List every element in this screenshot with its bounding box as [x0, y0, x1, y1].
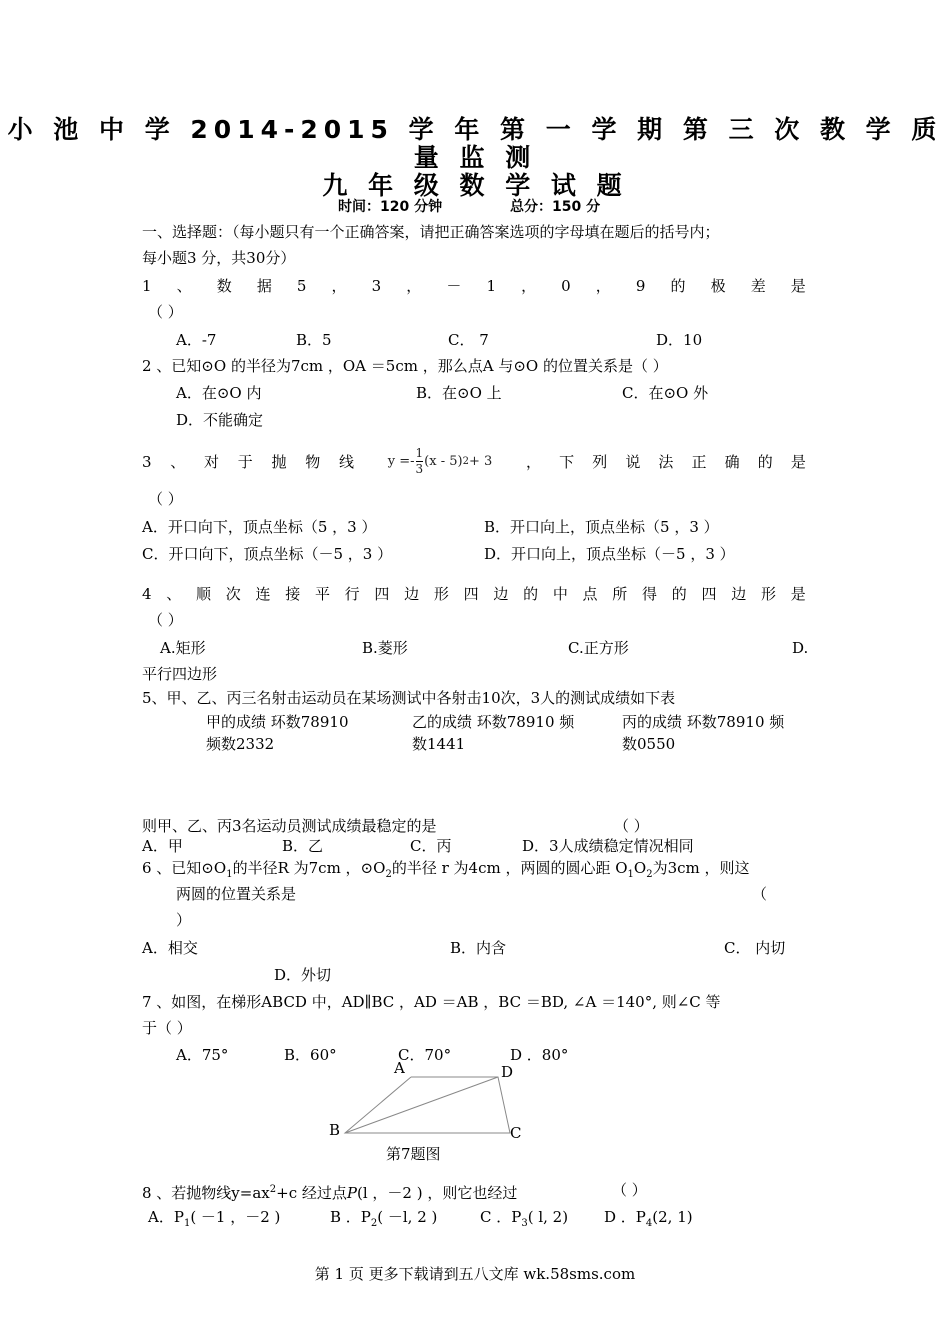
q1-option-c: C． 7 — [448, 331, 489, 349]
q3-option-a: A．开口向下，顶点坐标（5 ，3 ） — [142, 518, 377, 536]
q4-stem-word: 四 — [701, 585, 717, 603]
q7-label-d: D — [501, 1063, 514, 1081]
q1-stem-word: 3 — [371, 277, 382, 295]
q4-stem-word: 形 — [760, 585, 776, 603]
q3-formula — [388, 446, 492, 477]
q8-option-a-post: ( －1 ，－2 ) — [190, 1208, 281, 1226]
q1-stem-word: 据 — [256, 277, 272, 295]
q6-paren-open: （ — [752, 885, 768, 903]
q4-stem-word: 平 — [314, 585, 330, 603]
q4-option-d: D. — [792, 639, 809, 657]
q1-stem-word: 9 — [635, 277, 646, 295]
q3-stem-word: 、 — [170, 452, 186, 471]
q7-stem: 7 、如图，在梯形ABCD 中，AD∥BC ，AD ＝AB ，BC ＝BD, ∠A ＝140°, 则∠C 等 — [142, 993, 721, 1011]
q1-stem-word: ， — [595, 277, 611, 295]
q4-stem-word: 所 — [612, 585, 628, 603]
q3-stem-word: 3 — [142, 452, 152, 471]
q8-option-c — [480, 1207, 568, 1234]
q6-option-d: D．外切 — [274, 966, 332, 984]
q3-stem-word: 物 — [305, 452, 321, 471]
q4-option-c: C.正方形 — [568, 639, 629, 657]
q3-stem-word: 线 — [338, 452, 354, 471]
q8-sup: 2 — [269, 1184, 277, 1195]
q8-option-a-pre: A．P — [148, 1208, 184, 1226]
q8-option-d — [604, 1207, 693, 1234]
q4-stem-word: 顺 — [196, 585, 212, 603]
q4-stem-word: 边 — [493, 585, 509, 603]
q4-stem-word: 边 — [731, 585, 747, 603]
q4-option-a: A.矩形 — [160, 639, 206, 657]
q4-stem-word: 接 — [285, 585, 301, 603]
q5-option-d: D．3人成绩稳定情况相同 — [522, 837, 694, 855]
q3-stem — [142, 446, 806, 477]
q4-stem-word: 形 — [433, 585, 449, 603]
title-line-2: 量 监 测 — [413, 143, 537, 172]
q2-option-a: A．在⊙O 内 — [176, 384, 262, 402]
q3-stem-word: 法 — [658, 452, 674, 471]
q1-stem-word: － — [446, 277, 462, 295]
q8-stem-p: P — [346, 1184, 357, 1202]
q3-formula-num: 1 — [415, 446, 424, 460]
q1-option-b: B．5 — [296, 331, 332, 349]
q6-stem-d: O — [633, 859, 647, 877]
q3-stem-word: 对 — [204, 452, 220, 471]
q6-stem-c: 的半径 r 为4cm ，两圆的圆心距 O — [391, 859, 628, 877]
q2-stem: 2 、已知⊙O 的半径为7cm ，OA ＝5cm ，那么点A 与⊙O 的位置关系是（ ） — [142, 357, 668, 375]
q3-formula-den: 3 — [415, 462, 424, 476]
q4-option-b: B.菱形 — [362, 639, 408, 657]
q7-label-b: B — [329, 1121, 341, 1139]
q4-stem-word: 得 — [642, 585, 658, 603]
q3-stem-word: 的 — [757, 452, 773, 471]
q6-sub-1: 1 — [226, 869, 233, 880]
q1-stem-word: 差 — [750, 277, 766, 295]
q1-stem-word: ， — [406, 277, 422, 295]
q3-stem-word: 说 — [625, 452, 641, 471]
q7-label-a: A — [394, 1059, 405, 1077]
q1-paren: （ ） — [148, 303, 183, 321]
section-instructions-2: 每小题3 分，共30分） — [142, 249, 296, 267]
q3-stem-word: 下 — [559, 452, 575, 471]
q5-question: 则甲、乙、丙3名运动员测试成绩最稳定的是 — [142, 817, 437, 835]
q7-trapezoid-figure — [320, 1056, 540, 1146]
q8-option-a — [148, 1207, 280, 1234]
q6-sub-4: 2 — [646, 869, 653, 880]
q6-sub-2: 2 — [385, 869, 392, 880]
q4-stem — [142, 584, 806, 604]
q1-stem-word: ， — [521, 277, 537, 295]
q3-formula-tail: + 3 — [468, 453, 493, 469]
q8-option-d-sub: 4 — [645, 1218, 653, 1229]
q2-option-c: C．在⊙O 外 — [622, 384, 709, 402]
q3-formula-fraction — [416, 446, 424, 477]
q1-stem-word: 1 — [486, 277, 496, 295]
q4-stem-word: 中 — [552, 585, 568, 603]
q6-option-a: A．相交 — [142, 939, 198, 957]
q8-option-c-pre: C ．P — [480, 1208, 522, 1226]
q4-stem-word: 行 — [344, 585, 360, 603]
q7-caption: 第7题图 — [386, 1145, 441, 1163]
q3-option-b: B．开口向上，顶点坐标（5 ，3 ） — [484, 518, 719, 536]
q4-stem-word: 、 — [166, 585, 182, 603]
q5-option-c: C．丙 — [410, 837, 452, 855]
q4-stem-word: 次 — [225, 585, 241, 603]
q8-option-b-sub: 2 — [370, 1218, 378, 1229]
q8-stem-a: 8 、若抛物线y=ax — [142, 1184, 270, 1202]
q8-stem-b: +c 经过点 — [276, 1184, 347, 1202]
q8-stem — [142, 1180, 517, 1203]
q7-trapezoid-outline — [345, 1077, 510, 1133]
q1-stem-word: 、 — [176, 277, 192, 295]
q1-stem-word: 0 — [561, 277, 571, 295]
q6-stem-e: 为3cm ，则这 — [652, 859, 750, 877]
title-line-3: 九 年 级 数 学 试 题 — [322, 171, 628, 200]
q8-option-c-sub: 3 — [521, 1218, 528, 1229]
q7-option-c: C．70° — [398, 1046, 452, 1064]
page-footer: 第 1 页 更多下载请到五八文库 wk.58sms.com — [314, 1265, 636, 1283]
q4-stem-word: 连 — [255, 585, 271, 603]
q6-paren-close: ） — [176, 911, 192, 929]
q8-paren: （ ） — [612, 1181, 647, 1199]
q3-stem-word: 是 — [790, 452, 806, 471]
q1-stem-word: 数 — [216, 277, 232, 295]
q1-stem — [142, 276, 806, 296]
q3-formula-exp: 2 — [462, 455, 469, 467]
q8-option-b-pre: B ．P — [330, 1208, 371, 1226]
q6-stem — [142, 858, 750, 885]
q3-stem-word: 列 — [592, 452, 608, 471]
q5-stem: 5、甲、乙、丙三名射击运动员在某场测试中各射击10次，3人的测试成绩如下表 — [142, 689, 676, 707]
q3-option-c: C．开口向下，顶点坐标（－5 ，3 ） — [142, 545, 393, 563]
q4-stem-word: 点 — [582, 585, 598, 603]
q7-label-c: C — [510, 1124, 522, 1142]
q5-option-b: B．乙 — [282, 837, 324, 855]
q4-option-d-cont: 平行四边形 — [142, 665, 218, 683]
q4-stem-word: 的 — [671, 585, 687, 603]
q1-option-a: A．-7 — [176, 331, 217, 349]
exam-score: 总分：150 分 — [510, 199, 601, 215]
q1-stem-word: 的 — [670, 277, 686, 295]
q6-option-c: C． 内切 — [724, 939, 786, 957]
q1-stem-word: 1 — [142, 277, 152, 295]
q6-stem-line2: 两圆的位置关系是 — [176, 885, 297, 903]
q8-option-d-post: (2, 1) — [652, 1208, 693, 1226]
q8-option-b — [330, 1207, 437, 1234]
q7-stem-line2: 于（ ） — [142, 1019, 192, 1037]
q6-stem-b: 的半径R 为7cm ，⊙O — [232, 859, 386, 877]
q4-stem-word: 边 — [404, 585, 420, 603]
title-line-1: 小 池 中 学 2014-2015 学 年 第 一 学 期 第 三 次 教 学 质 — [7, 115, 943, 144]
q4-stem-word: 四 — [374, 585, 390, 603]
q4-stem-word: 的 — [523, 585, 539, 603]
section-instructions-1: 一、选择题：（每小题只有一个正确答案，请把正确答案选项的字母填在题后的括号内； — [142, 223, 720, 241]
q4-paren: （ ） — [148, 611, 183, 629]
q6-sub-3: 1 — [627, 869, 634, 880]
q4-stem-word: 4 — [142, 585, 152, 603]
q2-option-d: D．不能确定 — [176, 411, 264, 429]
q3-paren: （ ） — [148, 490, 183, 508]
q8-stem-c: (l ，－2 ) ，则它也经过 — [356, 1184, 518, 1202]
q3-stem-word: 确 — [724, 452, 740, 471]
q5-table-a-line1: 甲的成绩 环数78910 — [206, 713, 349, 731]
q5-table-b-line1: 乙的成绩 环数78910 频 — [412, 713, 575, 731]
q6-option-b: B．内含 — [450, 939, 507, 957]
q8-option-d-pre: D ．P — [604, 1208, 646, 1226]
q6-stem-a: 6 、已知⊙O — [142, 859, 227, 877]
q5-table-a-line2: 频数2332 — [206, 735, 275, 753]
q3-formula-left: y =- — [387, 453, 415, 469]
q7-option-a: A．75° — [176, 1046, 229, 1064]
q3-stem-word: 正 — [691, 452, 707, 471]
q5-paren: （ ） — [614, 817, 649, 835]
exam-time: 时间：120 分钟 — [338, 199, 443, 215]
q7-option-b: B．60° — [284, 1046, 337, 1064]
q1-stem-word: 5 — [296, 277, 307, 295]
q3-stem-before — [142, 452, 354, 472]
q7-option-d: D ．80° — [510, 1046, 569, 1064]
q1-stem-word: 极 — [710, 277, 726, 295]
q5-table-c-line2: 数0550 — [622, 735, 676, 753]
q3-stem-after — [526, 452, 806, 472]
q1-option-d: D．10 — [656, 331, 703, 349]
q3-stem-word: 抛 — [271, 452, 287, 471]
q3-stem-word: ， — [525, 452, 541, 471]
q4-stem-word: 四 — [463, 585, 479, 603]
q3-option-d: D．开口向上，顶点坐标（－5 ，3 ） — [484, 545, 735, 563]
q1-stem-word: ， — [331, 277, 347, 295]
q5-table-b-line2: 数1441 — [412, 735, 466, 753]
q3-formula-right: (x - 5) — [424, 453, 463, 469]
q3-stem-word: 于 — [237, 452, 253, 471]
q5-table-c-line1: 丙的成绩 环数78910 频 — [622, 713, 785, 731]
q4-stem-word: 是 — [790, 585, 806, 603]
q7-diagonal-bd — [345, 1077, 498, 1133]
q5-option-a: A．甲 — [142, 837, 183, 855]
q8-option-a-sub: 1 — [183, 1218, 191, 1229]
q2-option-b: B．在⊙O 上 — [416, 384, 502, 402]
q8-option-c-post: ( l, 2) — [527, 1208, 569, 1226]
q1-stem-word: 是 — [790, 277, 806, 295]
q8-option-b-post: ( －l, 2 ) — [377, 1208, 438, 1226]
